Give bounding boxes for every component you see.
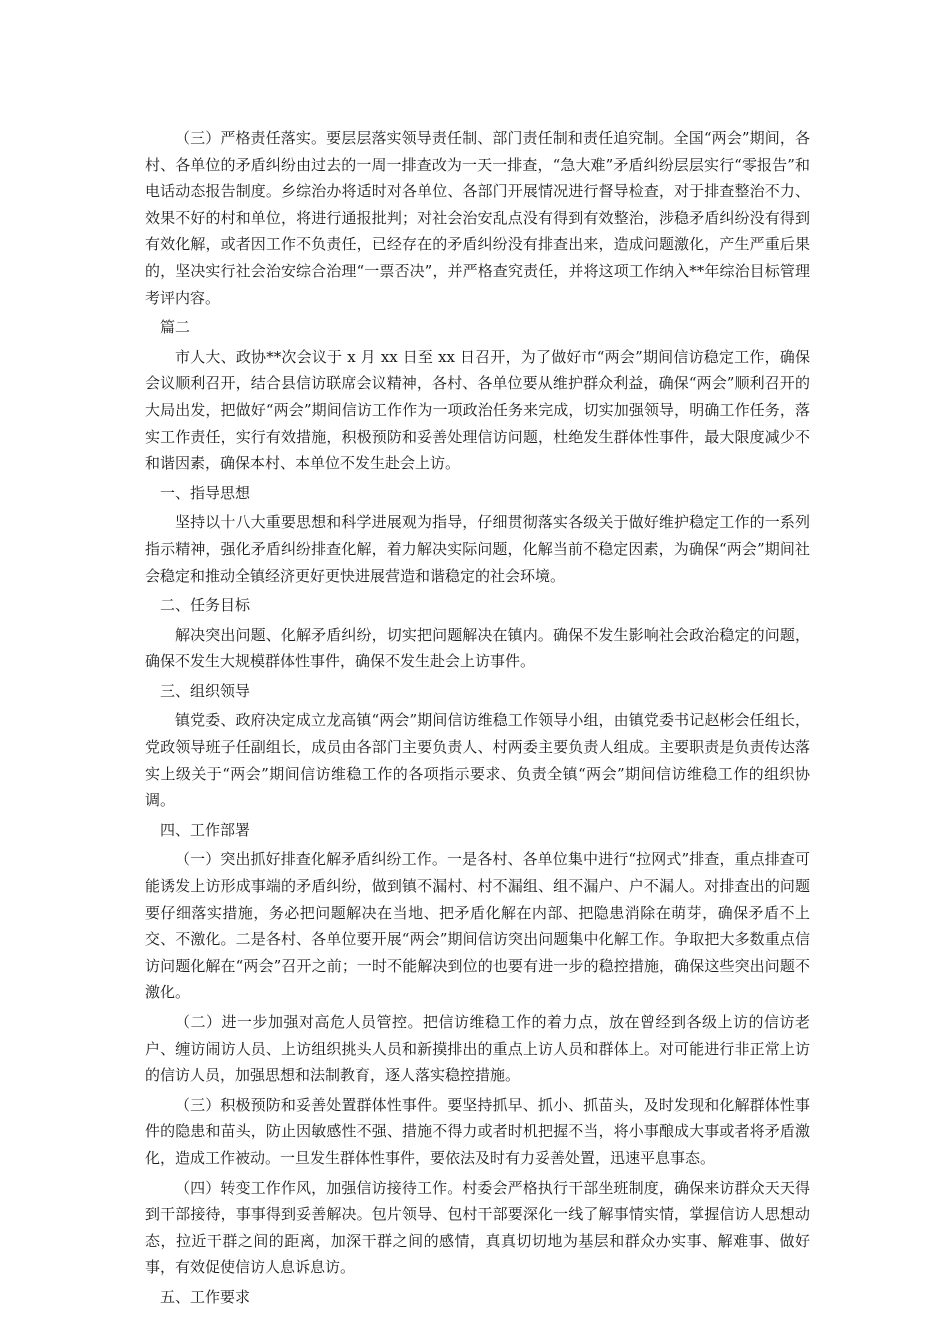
paragraph-guiding-ideology: 坚持以十八大重要思想和科学进展观为指导，仔细贯彻落实各级关于做好维护稳定工作的一系列指示精神，强化矛盾纠纷排查化解，着力解决实际问题，化解当前不稳定因素，为确保“两会”期间社会稳定和推动全镇经济更好更快进展营造和谐稳定的社会环境。 [145,513,810,585]
paragraph-responsibility: （三）严格责任落实。要层层落实领导责任制、部门责任制和责任追究制。全国“两会”期间，各村、各单位的矛盾纠纷由过去的一周一排查改为一天一排查，“急大难”矛盾纠纷层层实行“零报告”和电话动态报告制度。乡综治办将适时对各单位、各部门开展情况进行督导检查，对于排查整治不力、效果不好的村和单位，将进行通报批判；对社会治安乱点没有得到有效整治，涉稳矛盾纠纷没有得到有效化解，或者因工作不负责任，已经存在的矛盾纠纷没有排查出来，造成问题激化，产生严重后果的，坚决实行社会治安综合治理“一票否决”，并严格查究责任，并将这项工作纳入**年综治目标管理考评内容。 [145,129,810,307]
paragraph-deployment-3: （三）积极预防和妥善处置群体性事件。要坚持抓早、抓小、抓苗头，及时发现和化解群体性事件的隐患和苗头，防止因敏感性不强、措施不得力或者时机把握不当，将小事酿成大事或者将矛盾激化，造成工作被动。一旦发生群体性事件，要依法及时有力妥善处置，迅速平息事态。 [145,1095,810,1167]
heading-organization: 三、组织领导 [160,681,251,700]
heading-guiding-ideology: 一、指导思想 [160,483,251,502]
paragraph-deployment-1: （一）突出抓好排查化解矛盾纠纷工作。一是各村、各单位集中进行“拉网式”排查，重点排查可能诱发上访形成事端的矛盾纠纷，做到镇不漏村、村不漏组、组不漏户、户不漏人。对排查出的问题要仔细落实措施，务必把问题解决在当地、把矛盾化解在内部、把隐患消除在萌芽，确保矛盾不上交、不激化。二是各村、各单位要开展“两会”期间信访突出问题集中化解工作。争取把大多数重点信访问题化解在“两会”召开之前；一时不能解决到位的也要有进一步的稳控措施，确保这些突出问题不激化。 [145,850,810,1002]
heading-work-requirements: 五、工作要求 [160,1287,251,1306]
heading-work-deployment: 四、工作部署 [160,820,251,839]
paragraph-organization: 镇党委、政府决定成立龙高镇“两会”期间信访维稳工作领导小组，由镇党委书记赵彬会任组长，党政领导班子任副组长，成员由各部门主要负责人、村两委主要负责人组成。主要职责是负责传达落实上级关于“两会”期间信访维稳工作的各项指示要求、负责全镇“两会”期间信访维稳工作的组织协调。 [145,711,810,810]
paragraph-task-goals: 解决突出问题、化解矛盾纠纷，切实把问题解决在镇内。确保不发生影响社会政治稳定的问题，确保不发生大规模群体性事件，确保不发生赴会上访事件。 [145,625,810,671]
heading-task-goals: 二、任务目标 [160,596,251,615]
paragraph-deployment-2: （二）进一步加强对高危人员管控。把信访维稳工作的着力点，放在曾经到各级上访的信访老户、缠访闹访人员、上访组织挑头人员和新摸排出的重点上访人员和群体上。对可能进行非正常上访的信访人员，加强思想和法制教育，逐人落实稳控措施。 [145,1013,810,1085]
paragraph-deployment-4: （四）转变工作作风，加强信访接待工作。村委会严格执行干部坐班制度，确保来访群众天天得到干部接待，事事得到妥善解决。包片领导、包村干部要深化一线了解事情实情，掌握信访人思想动态，拉近干群之间的距离，加深干群之间的感情，真真切切地为基层和群众办实事、解难事、做好事，有效促使信访人息诉息访。 [145,1178,810,1277]
document-body [145,125,810,1314]
paragraph-intro: 市人大、政协**次会议于 x 月 xx 日至 xx 日召开，为了做好市“两会”期间信访稳定工作，确保会议顺利召开，结合县信访联席会议精神，各村、各单位要从维护群众利益，确保“两会”顺利召开的大局出发，把做好“两会”期间信访工作作为一项政治任务来完成，切实加强领导，明确工作任务，落实工作责任，实行有效措施，积极预防和妥善处理信访问题，杜绝发生群体性事件，最大限度减少不和谐因素，确保本村、本单位不发生赴会上访。 [145,347,810,473]
section-title-part-two: 篇二 [160,318,191,337]
